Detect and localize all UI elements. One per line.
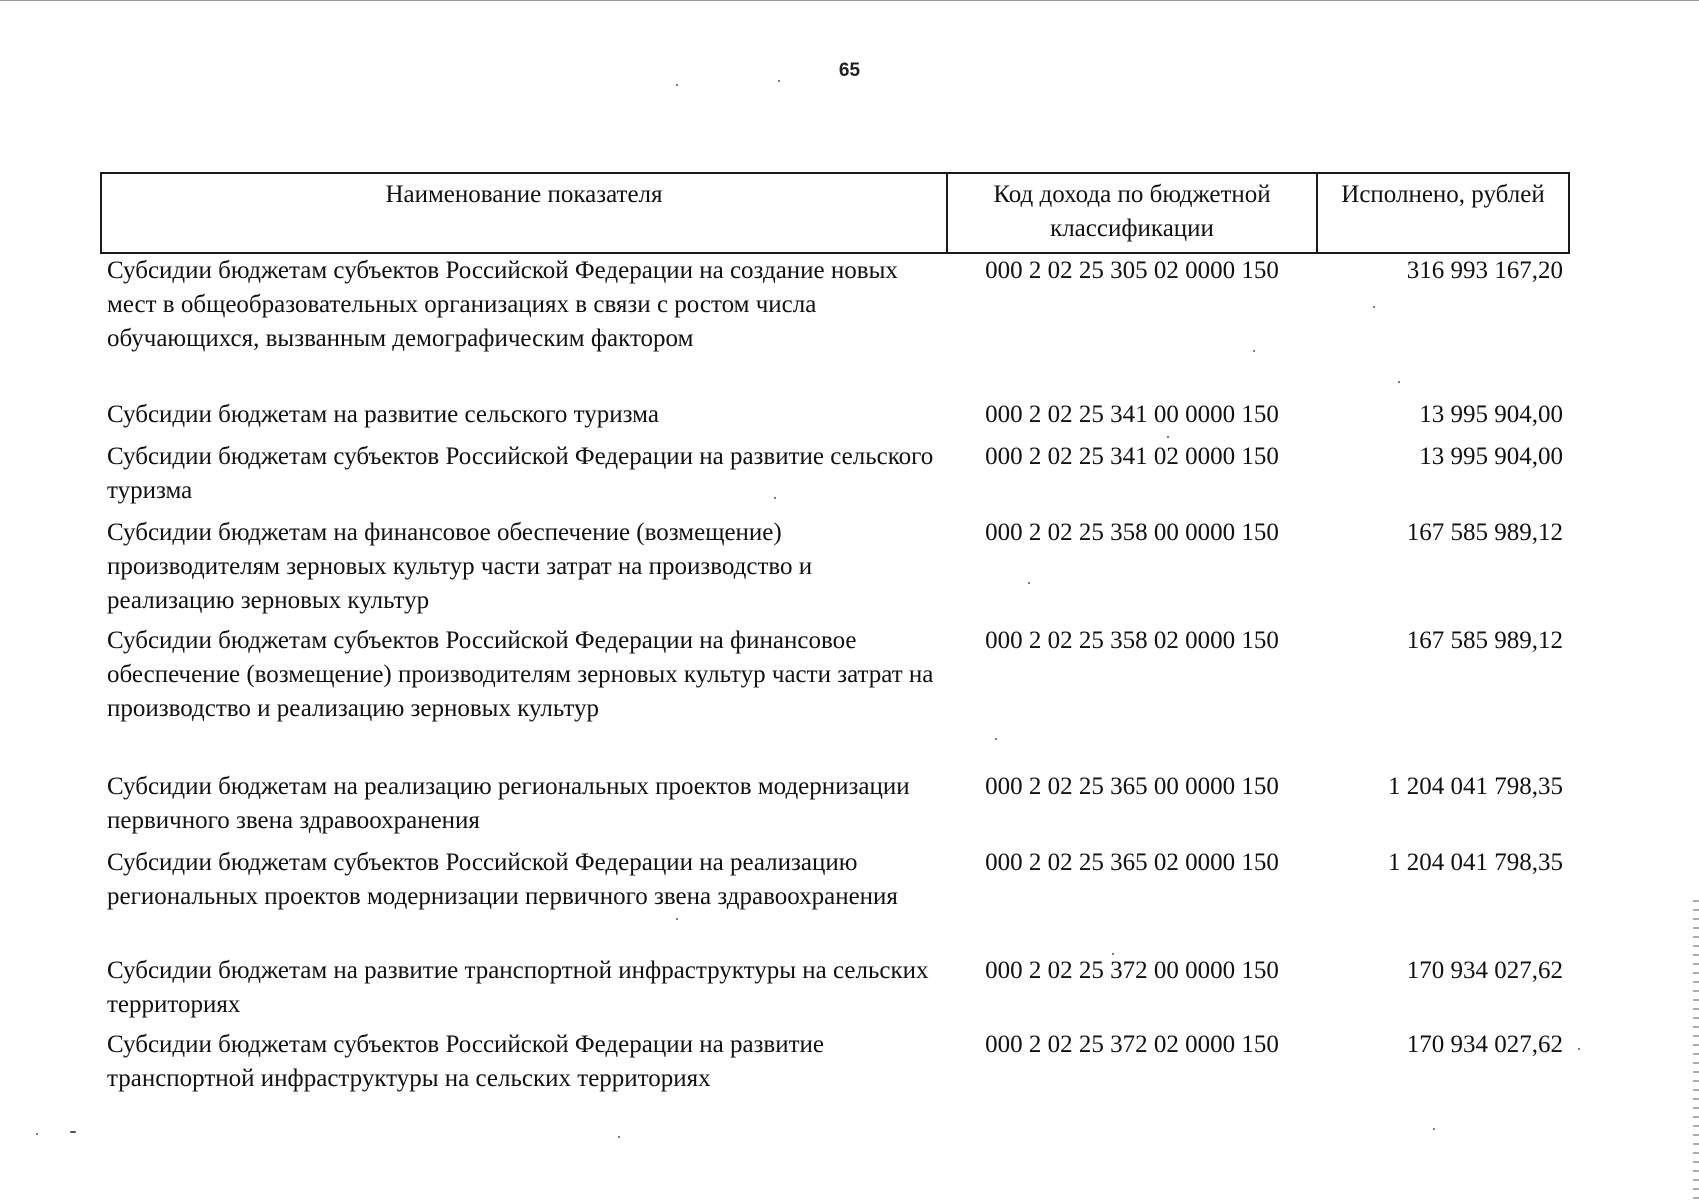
header-sum: Исполнено, рублей — [1317, 173, 1569, 253]
row-sum: 170 934 027,62 — [1406, 1031, 1563, 1058]
scan-top-edge — [0, 0, 1699, 1]
row-sum: 167 585 989,12 — [1406, 627, 1563, 654]
row-code: 000 2 02 25 372 02 0000 150 — [985, 1031, 1279, 1058]
row-code: 000 2 02 25 358 00 0000 150 — [985, 519, 1279, 546]
row-sum: 1 204 041 798,35 — [1388, 849, 1563, 876]
scan-speck — [676, 84, 678, 86]
row-sum: 170 934 027,62 — [1406, 957, 1563, 984]
row-code: 000 2 02 25 358 02 0000 150 — [985, 627, 1279, 654]
header-name: Наименование показателя — [101, 173, 947, 253]
row-name: Субсидии бюджетам субъектов Российской Федерации на развитие транспортной инфраструктуры на сельских территориях — [107, 1031, 825, 1092]
table-row — [101, 1028, 1569, 1104]
row-name: Субсидии бюджетам субъектов Российской Федерации на реализацию региональных проектов модернизации первичного звена здравоохранения — [107, 849, 898, 910]
table-row — [101, 253, 1569, 398]
row-sum: 13 995 904,00 — [1419, 443, 1563, 470]
scan-speck — [1578, 1048, 1580, 1050]
row-sum: 316 993 167,20 — [1406, 257, 1563, 284]
scan-speck — [70, 1131, 76, 1133]
scan-speck — [36, 1133, 38, 1135]
scan-speck — [618, 1136, 620, 1138]
row-code: 000 2 02 25 365 02 0000 150 — [985, 849, 1279, 876]
header-code: Код дохода по бюджетной классификации — [947, 173, 1317, 253]
table-row — [101, 516, 1569, 624]
scan-speck — [778, 80, 780, 82]
row-sum: 167 585 989,12 — [1406, 519, 1563, 546]
row-name: Субсидии бюджетам субъектов Российской Федерации на создание новых мест в общеобразовательных организациях в связи с ростом числа обучающихся, вызванным демографическим фактором — [107, 257, 898, 352]
table-row — [101, 398, 1569, 440]
row-name: Субсидии бюджетам субъектов Российской Федерации на финансовое обеспечение (возмещение) производителям зерновых культур части затрат на производство и реализацию зерновых культур — [107, 627, 934, 722]
table-row — [101, 440, 1569, 516]
row-code: 000 2 02 25 372 00 0000 150 — [985, 957, 1279, 984]
row-name: Субсидии бюджетам на финансовое обеспечение (возмещение) производителям зерновых культур части затрат на производство и реализацию зерновых культур — [107, 519, 813, 614]
row-sum: 1 204 041 798,35 — [1388, 773, 1563, 800]
row-name: Субсидии бюджетам субъектов Российской Федерации на развитие сельского туризма — [107, 443, 934, 504]
row-code: 000 2 02 25 341 00 0000 150 — [985, 401, 1279, 428]
row-code: 000 2 02 25 365 00 0000 150 — [985, 773, 1279, 800]
scan-speck — [1433, 1128, 1435, 1130]
row-name: Субсидии бюджетам на развитие сельского туризма — [107, 401, 659, 428]
row-name: Субсидии бюджетам на развитие транспортной инфраструктуры на сельских территориях — [107, 957, 929, 1018]
table-row — [101, 624, 1569, 770]
row-name: Субсидии бюджетам на реализацию региональных проектов модернизации первичного звена здравоохранения — [107, 773, 910, 834]
table-row — [101, 954, 1569, 1028]
table-header-row — [101, 173, 1569, 253]
table-row — [101, 770, 1569, 846]
row-sum: 13 995 904,00 — [1419, 401, 1563, 428]
row-code: 000 2 02 25 341 02 0000 150 — [985, 443, 1279, 470]
page-number: 65 — [838, 60, 861, 81]
table-row — [101, 846, 1569, 954]
scan-right-edge — [1693, 900, 1699, 1200]
revenue-table — [100, 172, 1570, 1104]
row-code: 000 2 02 25 305 02 0000 150 — [985, 257, 1279, 284]
